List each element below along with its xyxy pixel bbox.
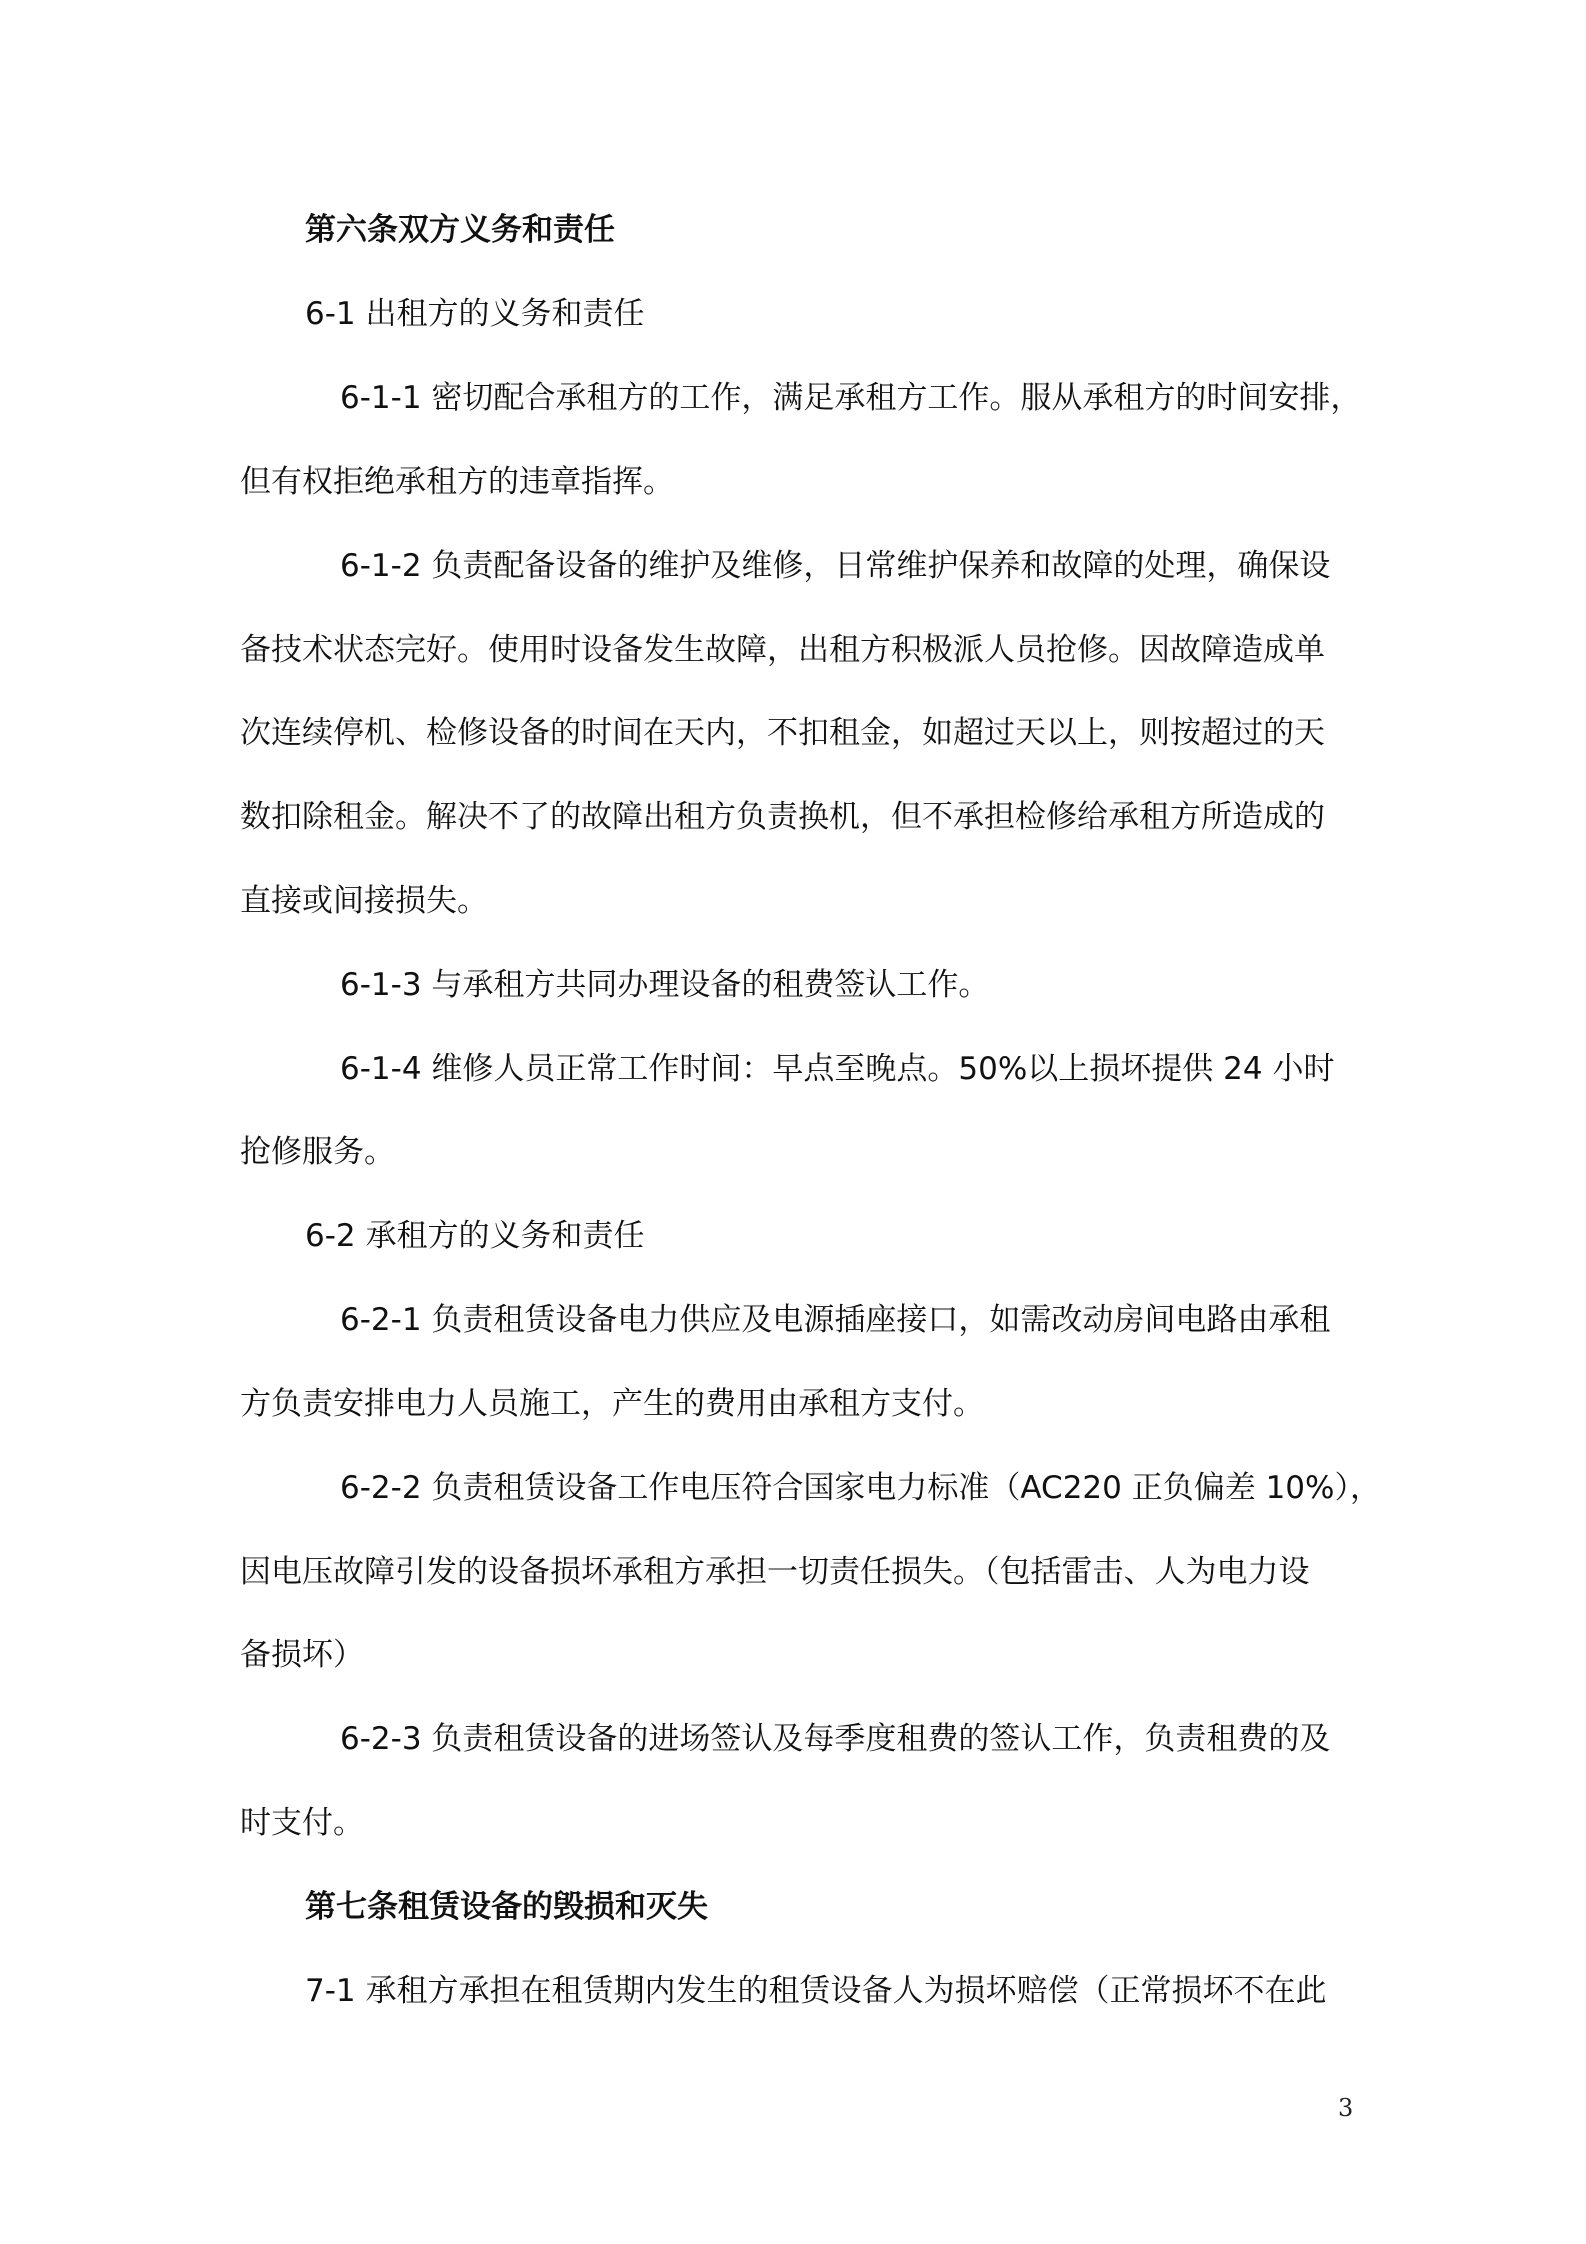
paragraph-line: 但有权拒绝承租方的违章指挥。 xyxy=(240,464,674,500)
paragraph-line: 因电压故障引发的设备损坏承租方承担一切责任损失。（包括雷击、人为电力设 xyxy=(240,1554,1310,1590)
paragraph-line: 备技术状态完好。使用时设备发生故障，出租方积极派人员抢修。因故障造成单 xyxy=(240,632,1325,668)
paragraph-line: 6-1-1 密切配合承租方的工作，满足承租方工作。服从承租方的时间安排， xyxy=(340,380,1362,416)
paragraph-line: 7-1 承租方承担在租赁期内发生的租赁设备人为损坏赔偿（正常损坏不在此 xyxy=(305,1973,1327,2009)
paragraph-line: 方负责安排电力人员施工，产生的费用由承租方支付。 xyxy=(240,1386,984,1422)
subsection-heading-6-2: 6-2 承租方的义务和责任 xyxy=(305,1218,645,1254)
section-heading-7: 第七条租赁设备的毁损和灭失 xyxy=(305,1889,708,1925)
paragraph-line: 备损坏） xyxy=(240,1637,364,1673)
paragraph-line: 6-2-3 负责租赁设备的进场签认及每季度租费的签认工作，负责租费的及 xyxy=(340,1721,1331,1757)
subsection-heading-6-1: 6-1 出租方的义务和责任 xyxy=(305,296,645,332)
paragraph-line: 数扣除租金。解决不了的故障出租方负责换机，但不承担检修给承租方所造成的 xyxy=(240,799,1325,835)
paragraph-line: 直接或间接损失。 xyxy=(240,883,488,919)
paragraph-line: 6-2-1 负责租赁设备电力供应及电源插座接口，如需改动房间电路由承租 xyxy=(340,1302,1331,1338)
paragraph-line: 时支付。 xyxy=(240,1805,364,1841)
section-heading-6: 第六条双方义务和责任 xyxy=(305,212,615,248)
paragraph-line: 抢修服务。 xyxy=(240,1134,395,1170)
paragraph-line: 6-1-2 负责配备设备的维护及维修，日常维护保养和故障的处理，确保设 xyxy=(340,548,1331,584)
page-number: 3 xyxy=(1338,2094,1354,2122)
paragraph-line: 次连续停机、检修设备的时间在天内，不扣租金，如超过天以上，则按超过的天 xyxy=(240,715,1325,751)
paragraph-line: 6-1-3 与承租方共同办理设备的租费签认工作。 xyxy=(340,967,990,1003)
paragraph-line: 6-1-4 维修人员正常工作时间：早点至晚点。50%以上损坏提供 24 小时 xyxy=(340,1051,1335,1087)
paragraph-line: 6-2-2 负责租赁设备工作电压符合国家电力标准（AC220 正负偏差 10%）， xyxy=(340,1470,1381,1506)
